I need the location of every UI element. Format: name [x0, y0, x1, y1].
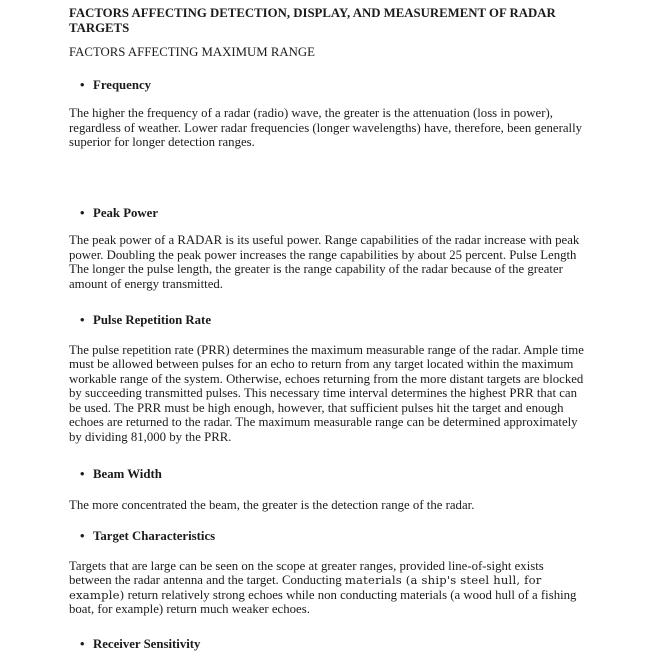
bullet-icon: •: [80, 77, 85, 92]
bullet-icon: •: [80, 313, 85, 327]
paragraph-beam-width: The more concentrated the beam, the greater is the detection range of the radar.: [69, 497, 475, 512]
bullet-item-beam-width: [69, 467, 586, 482]
bullet-item-peak-power: [69, 206, 586, 221]
bullet-item-receiver-sensitivity: [69, 637, 586, 652]
paragraph-frequency: The higher the frequency of a radar (radio) wave, the greater is the attenuation (loss in power), regardless of weather. Lower radar frequencies (longer wavelengths) have, therefore, been generally superior for longer detection ranges.: [69, 106, 583, 149]
bullet-icon: •: [80, 529, 85, 543]
bullet-label-target-characteristics: Target Characteristics: [93, 529, 216, 543]
paragraph-target-characteristics-part2: return relatively strong echoes while non conducting materials (a wood hull of a fishing boat, for example) return much weaker echoes.: [69, 587, 577, 616]
bullet-item-target-characteristics: [69, 529, 586, 544]
document-title: FACTORS AFFECTING DETECTION, DISPLAY, AND MEASUREMENT OF RADAR TARGETS: [69, 6, 556, 35]
bullet-icon: •: [80, 205, 85, 220]
paragraph-target-characteristics: [69, 559, 585, 617]
bullet-label-receiver-sensitivity: Receiver Sensitivity: [93, 636, 201, 651]
bullet-label-beam-width: Beam Width: [93, 467, 162, 481]
bullet-item-pulse-repetition-rate: [69, 313, 586, 328]
paragraph-pulse-repetition-rate: The pulse repetition rate (PRR) determines the maximum measurable range of the radar. Ample time must be allowed between pulses for an echo to return from any target located within the maximum workable range of the system. Otherwise, echoes returning from the more distant targets are blocked by succeeding transmitted pulses. This necessary time interval determines the highest PRR that can be used. The PRR must be high enough, however, that sufficient pulses hit the target and enough echoes are returned to the radar. The maximum measurable range can be determined approximately by dividing 81,000 by the PRR.: [69, 342, 584, 444]
bullet-icon: •: [80, 467, 85, 481]
bullet-icon: •: [80, 636, 85, 651]
section-heading: FACTORS AFFECTING MAXIMUM RANGE: [69, 45, 315, 59]
bullet-label-frequency: Frequency: [93, 77, 152, 92]
bullet-label-peak-power: Peak Power: [93, 205, 159, 220]
bullet-label-pulse-repetition-rate: Pulse Repetition Rate: [93, 313, 211, 327]
paragraph-peak-power: The peak power of a RADAR is its useful power. Range capabilities of the radar increase with peak power. Doubling the peak power increases the range capabilities by about 25 percent. Pulse Length The longer the pulse length, the greater is the range capability of the radar because of the greater amount of energy transmitted.: [69, 233, 580, 291]
paragraph-target-characteristics-part1: Targets that are large can be seen on the scope at greater ranges, provided line-of-sight exists between the radar antenna and the target. Conducting: [69, 558, 544, 587]
bullet-item-frequency: [69, 78, 586, 93]
paragraph-target-characteristics-altfont: materials (a ship's steel hull, for example): [69, 573, 542, 602]
